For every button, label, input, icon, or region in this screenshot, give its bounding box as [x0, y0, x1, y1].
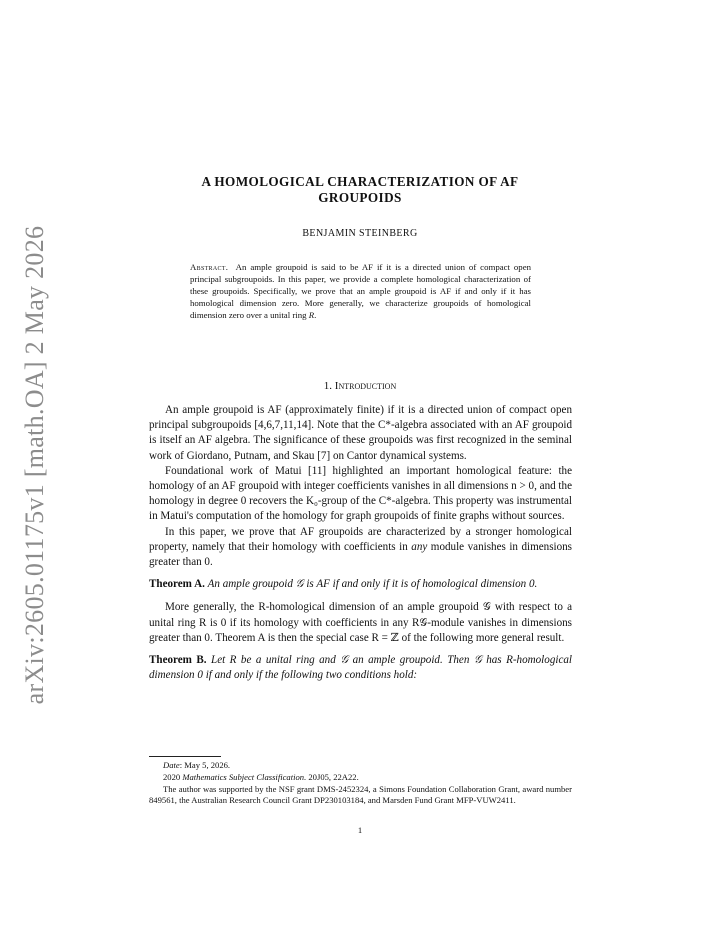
paragraph-intro: An ample groupoid is AF (approximately finite) if it is a directed union of compact open principal subgroupoids [4,6,7,11,14]. Note that the C*-algebra associated with an AF groupoid is itself an AF algebra. The significance of these groupoids was first recognized in the seminal work of Giordano, Putnam, and Skau [7] on Cantor dynamical systems.: [149, 404, 572, 462]
arxiv-identifier-stamp: arXiv:2605.01175v1 [math.OA] 2 May 2026: [20, 225, 49, 705]
footnotes: [149, 760, 572, 807]
abstract-end: .: [314, 310, 317, 321]
title-line-1: A HOMOLOGICAL CHARACTERIZATION OF AF: [201, 174, 519, 189]
section-title: Introduction: [334, 380, 397, 392]
theorem-b-label: Theorem B.: [149, 654, 207, 667]
author-name: BENJAMIN STEINBERG: [302, 228, 418, 239]
abstract-text: An ample groupoid is said to be AF if it is a directed union of compact open principal subgroupoids. In this paper, we provide a complete homological characterization of these groupoids. Specifically, we prove that an ample groupoid is AF if and only if it has homological dimension zero. More generally, we characterize groupoids of homological dimension zero over a unital ring: [190, 262, 532, 321]
msc-year: 2020: [163, 771, 183, 782]
paper-title: [150, 174, 570, 206]
paragraph-main-result-a: In this paper, we prove that AF groupoids are characterized by a stronger homological property, namely that their homology with coefficients in: [149, 525, 572, 553]
theorem-a-label: Theorem A.: [149, 578, 205, 591]
msc-value: 20J05, 22A22.: [306, 771, 359, 782]
paragraph-matui: Foundational work of Matui [11] highlighted an important homological feature: the homology of an AF groupoid with integer coefficients vanishes in all dimensions n > 0, and the homology in degree 0 recovers the K₀-group of the C*-algebra. This property was instrumental in Matui's computation of the homology for graph groupoids of finite graphs without sources.: [149, 464, 572, 523]
msc-label: Mathematics Subject Classification.: [182, 771, 307, 782]
theorem-b-statement: Let R be a unital ring and 𝒢 an ample groupoid. Then 𝒢 has R-homological dimension 0 if and only if the following two conditions hold:: [149, 654, 572, 682]
abstract-label: Abstract.: [190, 262, 229, 272]
theorem-a: [149, 577, 572, 592]
abstract: [190, 261, 531, 321]
emphasis-any: any: [411, 540, 428, 553]
date-value: : May 5, 2026.: [179, 760, 231, 770]
section-number: 1.: [323, 380, 333, 392]
paragraph-main-result-b: module vanishes in dimensions greater than 0.: [149, 540, 573, 569]
title-line-2: GROUPOIDS: [318, 190, 402, 205]
footnote-divider: [149, 756, 221, 757]
paragraph-main-result: [149, 525, 572, 571]
theorem-a-statement: An ample groupoid 𝒢 is AF if and only if it is of homological dimension 0.: [207, 578, 538, 591]
abstract-ring-symbol: R: [308, 310, 315, 321]
paragraph-generalization: More generally, the R-homological dimension of an ample groupoid 𝒢 with respect to a unital ring R is 0 if its homology with coefficients in any R𝒢-module vanishes in dimensions greater than 0. Theorem A is then the special case R = ℤ of the following more general result.: [149, 601, 572, 644]
body-text: [149, 403, 572, 683]
date-label: Date: [163, 760, 180, 770]
footnote-msc: [149, 772, 572, 784]
theorem-b: [149, 653, 572, 683]
section-heading: [150, 380, 570, 392]
footnote-date: [149, 760, 572, 772]
footnote-funding: The author was supported by the NSF grant DMS-2452324, a Simons Foundation Collaboration Grant, award number 849561, the Australian Research Council Grant DP230103184, and Marsden Fund Grant MFP-VUW2411.: [149, 783, 572, 806]
page-number: 1: [357, 825, 363, 835]
